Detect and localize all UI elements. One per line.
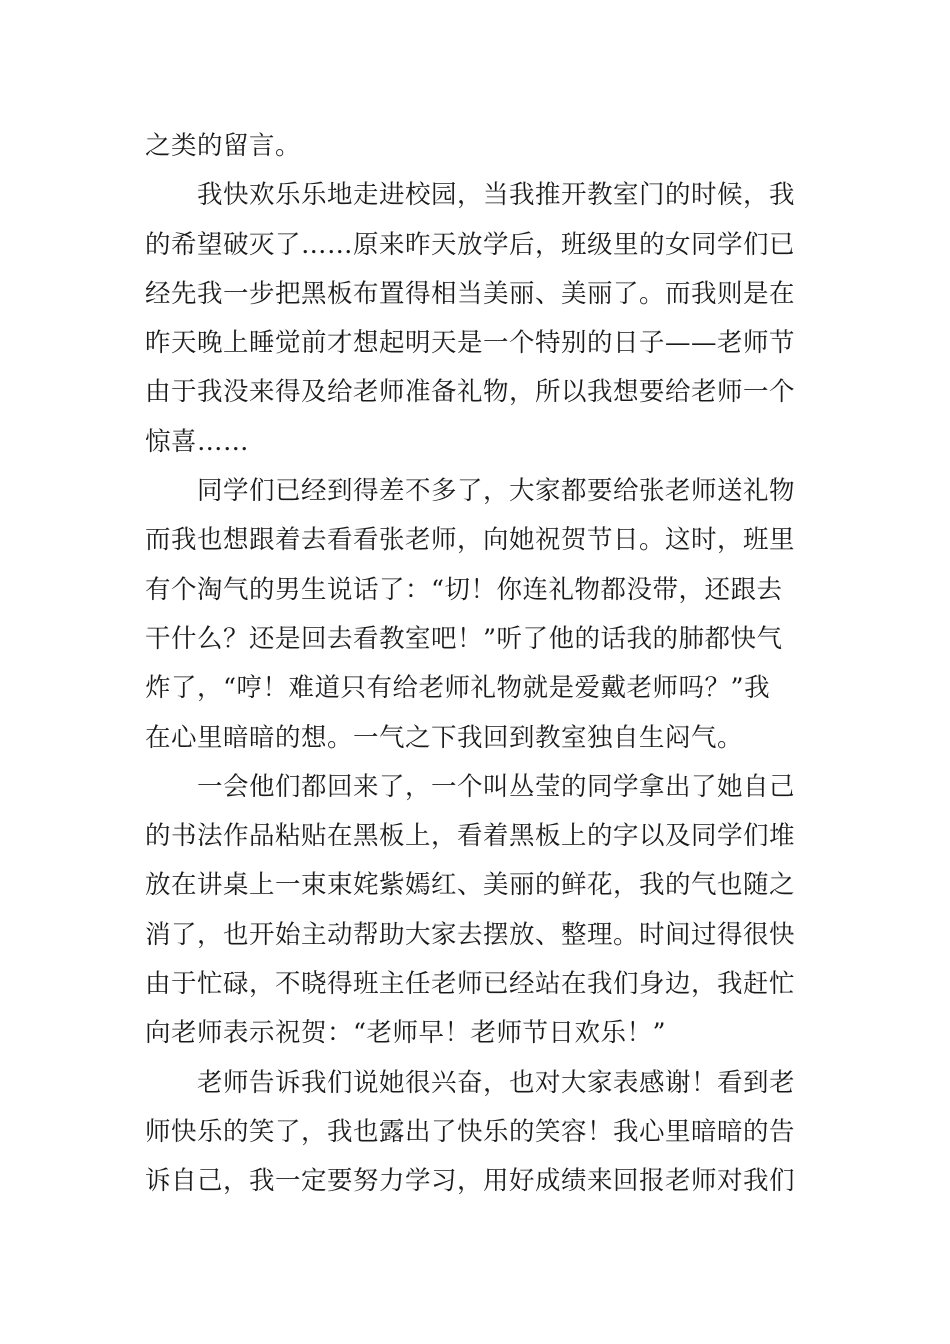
text-line: 消了，也开始主动帮助大家去摆放、整理。时间过得很快 — [145, 919, 796, 950]
text-line: 经先我一步把黑板布置得相当美丽、美丽了。而我则是在 — [145, 278, 796, 309]
text-line: 昨天晚上睡觉前才想起明天是一个特别的日子——老师节 — [145, 328, 796, 359]
text-line: 由于忙碌，不晓得班主任老师已经站在我们身边，我赶忙 — [145, 969, 796, 1000]
paragraph-start-line: 我快欢乐乐地走进校园，当我推开教室门的时候，我 — [197, 180, 796, 211]
text-line: 干什么？还是回去看教室吧！”听了他的话我的肺都快气 — [145, 623, 783, 654]
text-line: 诉自己，我一定要努力学习，用好成绩来回报老师对我们 — [145, 1166, 796, 1197]
text-line: 在心里暗暗的想。一气之下我回到教室独自生闷气。 — [145, 722, 744, 753]
text-line: 之类的留言。 — [145, 131, 302, 161]
text-line: 由于我没来得及给老师准备礼物，所以我想要给老师一个 — [145, 377, 796, 408]
text-line: 向老师表示祝贺：“老师早！老师节日欢乐！” — [145, 1018, 667, 1049]
essay-body — [145, 122, 810, 1207]
paragraph-start-line: 一会他们都回来了，一个叫丛莹的同学拿出了她自己 — [197, 771, 796, 802]
text-line: 师快乐的笑了，我也露出了快乐的笑容！我心里暗暗的告 — [145, 1116, 796, 1147]
paragraph-start-line: 老师告诉我们说她很兴奋，也对大家表感谢！看到老 — [197, 1067, 796, 1098]
text-line: 放在讲桌上一束束姹紫嫣红、美丽的鲜花，我的气也随之 — [145, 870, 796, 901]
text-line: 炸了，“哼！难道只有给老师礼物就是爱戴老师吗？”我 — [145, 673, 771, 704]
text-line: 惊喜…… — [145, 426, 250, 457]
paragraph-start-line: 同学们已经到得差不多了，大家都要给张老师送礼物 — [197, 476, 796, 507]
text-line: 的希望破灭了……原来昨天放学后，班级里的女同学们已 — [145, 229, 796, 260]
text-line: 的书法作品粘贴在黑板上，看着黑板上的字以及同学们堆 — [145, 821, 796, 852]
text-line: 有个淘气的男生说话了：“切！你连礼物都没带，还跟去 — [145, 574, 783, 605]
text-line: 而我也想跟着去看看张老师，向她祝贺节日。这时，班里 — [145, 525, 796, 556]
